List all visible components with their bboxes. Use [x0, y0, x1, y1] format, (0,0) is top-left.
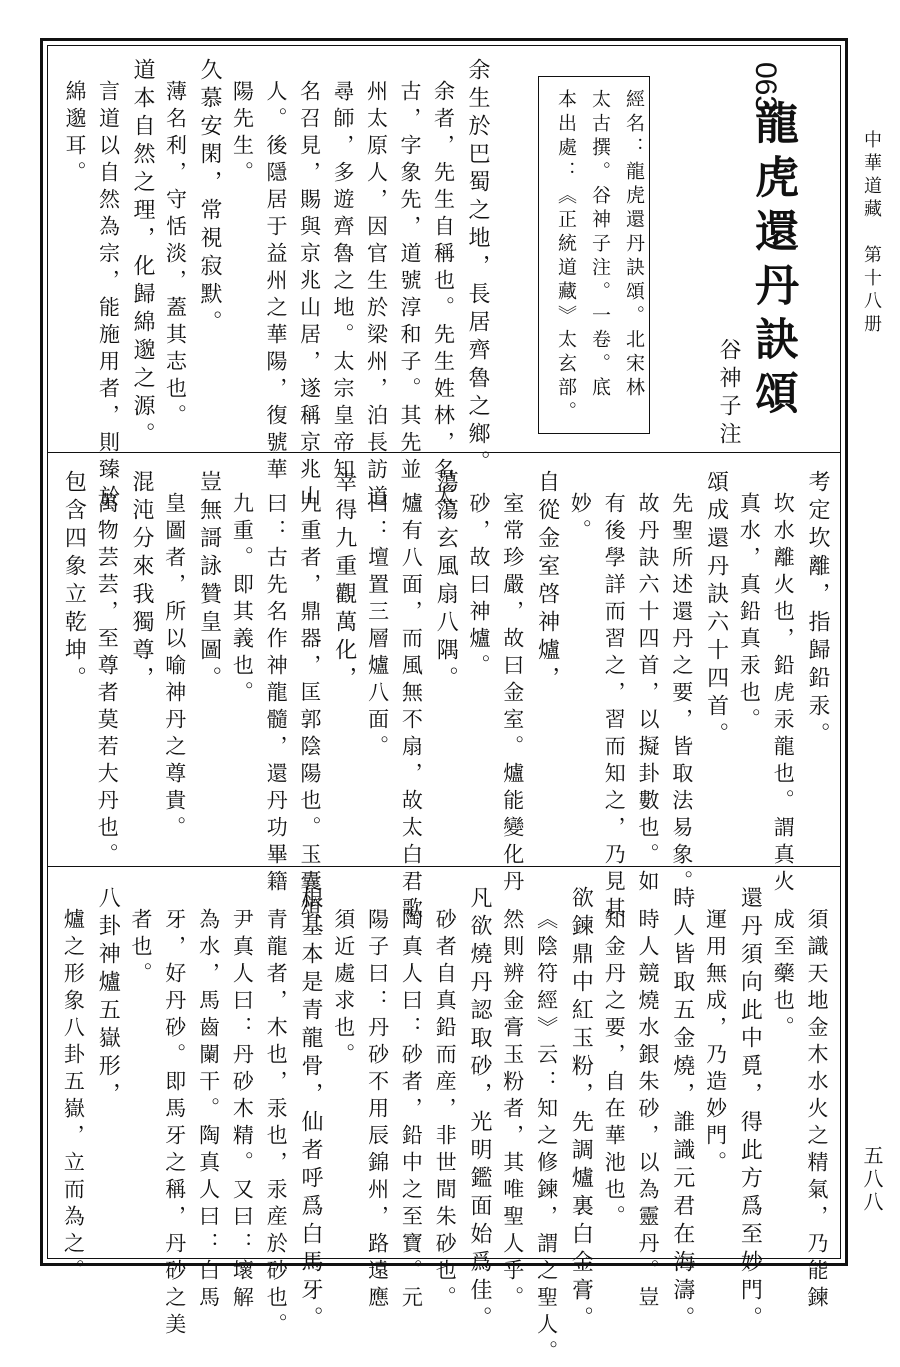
text-column: 妙。 [568, 492, 593, 546]
text-column: 陽先生。 [230, 80, 255, 188]
text-column: 尋師，多遊齊魯之地。太宗皇帝知 [331, 80, 355, 485]
text-column: 考定坎離，指歸鉛汞。 [805, 470, 830, 750]
text-column: 砂，故曰神爐。 [467, 492, 491, 681]
text-column: 綿邈耳。 [63, 80, 87, 188]
text-column: 青龍者，木也，汞也，汞産於砂也。 [264, 908, 289, 1340]
info-line: 經名：龍虎還丹訣頌。北宋林 [623, 89, 645, 401]
text-column: 時人皆取五金燒，誰識元君在海濤。 [669, 886, 695, 1334]
text-column: 故丹訣六十四首，以擬卦數也。如 [636, 492, 660, 897]
text-column: 古，字象先，道號淳和子。其先並 [398, 80, 422, 485]
text-author: 谷神子注 [716, 338, 741, 450]
text-column: 須識天地金木水火之精氣，乃能鍊 [805, 908, 829, 1313]
text-column: 蕩蕩玄風扇八隅。 [433, 470, 459, 694]
page-number: 五八八 [860, 1145, 884, 1214]
text-column: 砂者自真鉛而産，非世間朱砂也。 [433, 908, 458, 1313]
text-column: 成至藥也。 [771, 908, 796, 1043]
text-column: 九重。即其義也。 [230, 492, 255, 708]
text-column: 先聖所述還丹之要，皆取法易象。 [669, 492, 694, 897]
text-column: 皇圖者，所以喻神丹之尊貴。 [162, 492, 187, 843]
text-column: 有後學詳而習之，習而知之，乃見其 [602, 492, 627, 924]
info-box [538, 76, 650, 434]
text-column: 頌成還丹訣六十四首。 [703, 470, 729, 750]
text-column: 言道以自然為宗，能施用者，則臻於 [96, 80, 121, 512]
text-column: 運用無成，乃造妙門。 [703, 908, 728, 1178]
text-column: 然則辨金膏玉粉者，其唯聖人乎。 [500, 908, 525, 1313]
text-number: 063 [749, 62, 782, 113]
text-column: 州太原人，因官生於梁州，泊長訪道 [364, 80, 389, 512]
info-line: 本出處：《正統道藏》太玄部。 [555, 89, 577, 425]
text-column: 時人競燒水銀朱砂，以為靈丹。豈 [636, 908, 660, 1313]
text-column: 還丹須向此中覓，得此方爲至妙門。 [737, 886, 763, 1334]
text-column: 欲鍊鼎中紅玉粉，先調爐裏白金膏。 [568, 886, 594, 1334]
text-column: 爐有八面，而風無不扇，故太白君歌 [399, 492, 424, 924]
text-column: 人。後隱居于益州之華陽，復號華 [264, 80, 288, 485]
text-column: 《陰符經》云：知之修鍊，謂之聖人。 [534, 908, 559, 1367]
text-column: 自從金室啓神爐， [534, 470, 560, 694]
text-column: 坎水離火也，鉛虎汞龍也。謂真火 [771, 492, 796, 897]
text-column: 幸得九重觀萬化， [331, 470, 357, 694]
text-column: 曰：古先名作神龍髓，還丹功畢籍 [264, 492, 289, 897]
text-column: 曰：壇置三層爐八面。 [365, 492, 390, 762]
text-column: 包含四象立乾坤。 [61, 470, 87, 694]
text-column: 室常珍嚴，故曰金室。爐能變化丹 [500, 492, 525, 897]
text-column: 余生於巴蜀之地，長居齊魯之鄉。 [465, 58, 490, 478]
info-line: 太古撰。谷神子注。一卷。底 [589, 89, 611, 401]
text-column: 牙，好丹砂。即馬牙之稱，丹砂之美 [162, 908, 187, 1340]
text-column: 名召見，賜與京兆山居，遂稱京兆山 [297, 80, 322, 512]
text-title: 龍虎還丹訣頌 [747, 100, 798, 424]
text-column: 爐之形象八卦五嶽，立而為之。 [61, 908, 86, 1286]
text-column: 為水，馬齒闌干。陶真人曰：白馬 [196, 908, 221, 1313]
text-column: 久慕安閑，常視寂默。 [197, 58, 222, 338]
text-column: 八卦神爐五嶽形， [95, 886, 121, 1110]
collection-volume: 中華道藏 第十八册 [861, 130, 882, 337]
text-column: 混沌分來我獨尊， [129, 470, 154, 694]
text-column: 萬物芸芸，至尊者莫若大丹也。 [95, 492, 120, 870]
text-column: 凡欲燒丹認取砂，光明鑑面始爲佳。 [467, 886, 492, 1334]
text-column: 者也。 [129, 908, 153, 989]
text-column: 豈無謌詠贊皇圖。 [196, 470, 222, 694]
text-column: 薄名利，守恬淡，蓋其志也。 [163, 80, 188, 431]
text-column: 知金丹之要，自在華池也。 [602, 908, 627, 1232]
text-column: 九重者，鼎器，匡郭陰陽也。玉囊頌 [298, 492, 322, 924]
text-column: 根基本是青龍骨，仙者呼爲白馬牙。 [298, 886, 323, 1334]
text-column: 陽子曰：丹砂不用辰錦州，路遠應 [365, 908, 390, 1313]
text-column: 尹真人曰：丹砂木精。又曰：壞解 [230, 908, 255, 1313]
text-column: 余者，先生自稱也。先生姓林，名太 [431, 80, 456, 512]
text-column: 須近處求也。 [331, 908, 356, 1070]
text-column: 真水，真鉛真汞也。 [737, 492, 762, 735]
text-column: 道本自然之理，化歸綿邈之源。 [130, 58, 155, 450]
section-divider-2 [47, 866, 841, 867]
text-column: 陶真人曰：砂者，鉛中之至寶。元 [399, 908, 424, 1313]
